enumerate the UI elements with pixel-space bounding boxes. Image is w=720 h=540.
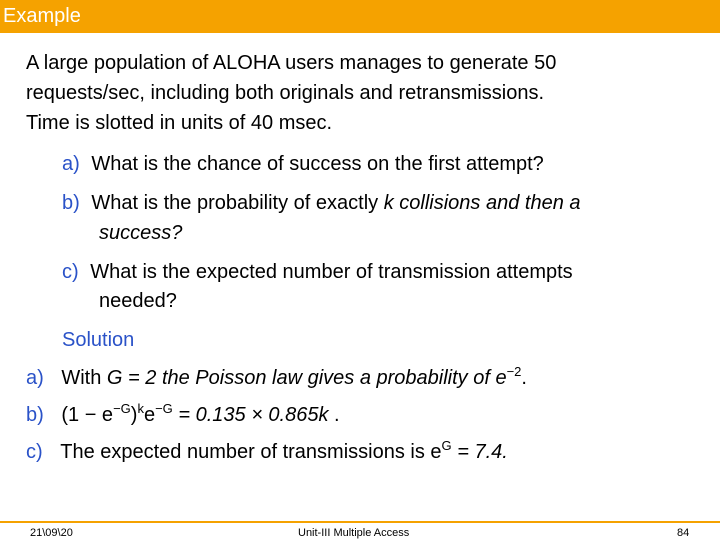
solution-c-end: = 7.4. <box>451 441 508 463</box>
question-b-text-1: What is the probability of exactly <box>91 192 384 214</box>
question-c-cont <box>99 286 177 316</box>
solution-b <box>26 400 340 430</box>
solution-a-text: G = 2 the Poisson law gives a probability of e <box>106 367 507 389</box>
solution-a-label: a) <box>26 367 44 389</box>
solution-b-label: b) <box>26 404 44 426</box>
title-bar <box>0 0 720 33</box>
solution-b-p2: ) <box>130 404 138 426</box>
question-b-text-2: collisions and then a <box>393 192 581 214</box>
solution-a <box>26 363 527 393</box>
question-a-text: What is the chance of success on the first attempt? <box>91 153 544 175</box>
question-a-label: a) <box>62 153 80 175</box>
solution-b-p1: (1 − e <box>61 404 114 426</box>
solution-c <box>26 437 508 467</box>
problem-line-1: A large population of ALOHA users manages to generate 50 <box>26 52 557 74</box>
problem-line-2: requests/sec, including both originals and retransmissions. <box>26 82 545 104</box>
solution-b-exp2: k <box>137 401 144 416</box>
solution-c-exp: G <box>441 438 452 453</box>
problem-line-3: Time is slotted in units of 40 msec. <box>26 112 333 134</box>
solution-c-label: c) <box>26 441 43 463</box>
solution-heading: Solution <box>62 329 135 351</box>
question-b-text-3: success? <box>99 222 183 244</box>
question-a <box>62 149 544 179</box>
question-c-label: c) <box>62 261 79 283</box>
footer-title: Unit-III Multiple Access <box>298 527 410 539</box>
solution-b-end: . <box>328 404 340 426</box>
question-c-text-2: needed? <box>99 290 177 312</box>
solution-b-exp3: −G <box>155 401 173 416</box>
solution-b-p3: e <box>143 404 156 426</box>
problem-statement <box>26 48 556 138</box>
solution-b-exp1: −G <box>113 401 131 416</box>
slide-title: Example <box>3 5 81 27</box>
question-b-k: k <box>383 192 394 214</box>
question-c-text-1: What is the expected number of transmission attempts <box>90 261 573 283</box>
footer-divider <box>0 521 720 523</box>
footer-date: 21\09\20 <box>30 527 73 539</box>
solution-b-k: k <box>318 404 329 426</box>
solution-c-pre: The expected number of transmissions is e <box>60 441 442 463</box>
question-b <box>62 188 581 218</box>
solution-a-end: . <box>521 367 527 389</box>
footer-page-number: 84 <box>677 527 690 539</box>
question-c <box>62 257 573 287</box>
question-b-label: b) <box>62 192 80 214</box>
solution-b-p4: = 0.135 × 0.865 <box>172 404 319 426</box>
solution-a-exp: −2 <box>506 364 522 379</box>
question-b-cont <box>99 218 182 248</box>
solution-a-pre: With <box>61 367 107 389</box>
